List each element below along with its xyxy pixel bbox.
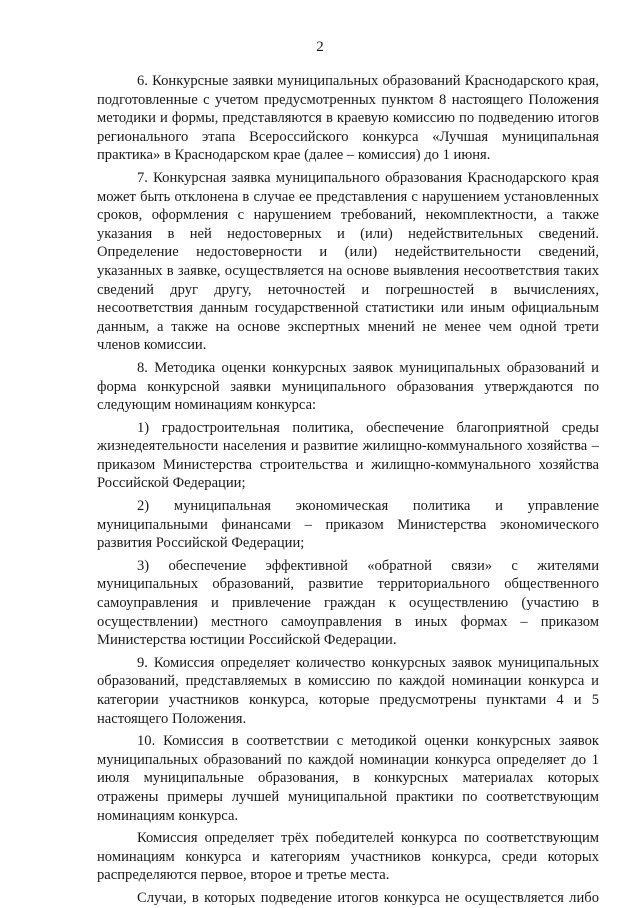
paragraph-cases: Случаи, в которых подведение итогов конкурса не осуществляется либо (137, 889, 599, 906)
nomination-item-1: 1) градостроительная политика, обеспечение благоприятной среды жизнедеятельности населения и развитие жилищно-коммунального хозяйства – приказом Министерства строительства и жилищно-коммунального хозяйства Российской Федерации; (97, 419, 599, 492)
paragraph-9: 9. Комиссия определяет количество конкурсных заявок муниципальных образований, представляемых в комиссию по каждой номинации конкурса и категории участников конкурса, которые предусмотрены пунктами 4 и 5 настоящего Положения. (97, 654, 599, 727)
page-number: 2 (316, 39, 324, 55)
paragraph-8: 8. Методика оценки конкурсных заявок муниципальных образований и форма конкурсной заявки муниципального образования утверждаются по следующим номинациям конкурса: (97, 359, 599, 414)
paragraph-winners: Комиссия определяет трёх победителей конкурса по соответствующим номинациям конкурса и категориям участников конкурса, среди которых распределяются первое, второе и третье места. (97, 830, 599, 884)
paragraph-10: 10. Комиссия в соответствии с методикой оценки конкурсных заявок муниципальных образований по каждой номинации конкурса определяет до 1 июля муниципальные образования, в конкурсных материалах которых отражены примеры лучшей муниципальной практики по соответствующим номинациям конкурса. (97, 733, 599, 824)
nomination-item-2: 2) муниципальная экономическая политика и управление муниципальными финансами – приказом Министерства экономического развития Российской Федерации; (97, 498, 599, 552)
document-body (97, 72, 599, 908)
paragraph-6: 6. Конкурсные заявки муниципальных образований Краснодарского края, подготовленные с учетом предусмотренных пунктом 8 настоящего Положения методики и формы, представляются в краевую комиссию по подведению итогов регионального этапа Всероссийского конкурса «Лучшая муниципальная практика» в Краснодарском крае (далее – комиссия) до 1 июня. (97, 73, 599, 164)
paragraph-7: 7. Конкурсная заявка муниципального образования Краснодарского края может быть отклонена в случае ее представления с нарушением установленных сроков, оформления с нарушением требований, некомплектности, а также указания в ней недостоверных и (или) недействительных сведений. Определение недостоверности и (или) недействительности сведений, указанных в заявке, осуществляется на основе выявления несоответствия таких сведений друг другу, неточностей и погрешностей в вычислениях, несоответствия данным государственной статистики или иным официальным данным, а также на основе экспертных мнений не менее чем одной трети членов комиссии. (97, 169, 599, 354)
nomination-item-3: 3) обеспечение эффективной «обратной связи» с жителями муниципальных образований, развитие территориального общественного самоуправления и привлечение граждан к осуществлению (участию в осуществлении) местного самоуправления в иных формах – приказом Министерства юстиции Российской Федерации. (97, 557, 599, 649)
